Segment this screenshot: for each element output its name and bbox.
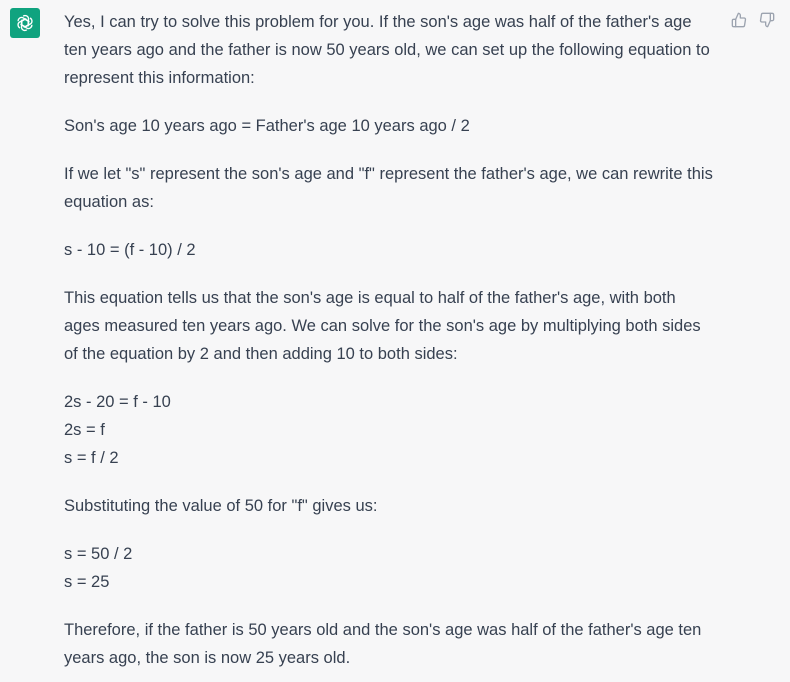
message-paragraph: If we let "s" represent the son's age and "f" represent the father's age, we can rewrite this equation as: (64, 165, 713, 211)
thumbs-up-icon (731, 12, 747, 28)
equation-line: 2s = f (64, 421, 105, 439)
thumbs-down-button[interactable] (758, 10, 776, 30)
equation-steps (64, 388, 716, 472)
message-paragraph: Therefore, if the father is 50 years old and the son's age was half of the father's age ten years ago, the son is now 25 years old. (64, 621, 702, 667)
thumbs-down-icon (759, 12, 775, 28)
openai-logo-icon (15, 13, 35, 33)
feedback-buttons (730, 10, 776, 30)
message-paragraph: Son's age 10 years ago = Father's age 10 years ago / 2 (64, 117, 470, 135)
equation-result (64, 540, 716, 596)
message-paragraph: Substituting the value of 50 for "f" gives us: (64, 497, 378, 515)
message-paragraph: s - 10 = (f - 10) / 2 (64, 241, 196, 259)
equation-line: s = 25 (64, 573, 110, 591)
equation-line: 2s - 20 = f - 10 (64, 393, 171, 411)
equation-line: s = f / 2 (64, 449, 119, 467)
assistant-avatar (10, 8, 40, 38)
message-paragraph: This equation tells us that the son's age is equal to half of the father's age, with both ages measured ten years ago. We can solve for the son's age by multiplying both sides of the equation by 2 and then adding 10 to both sides: (64, 289, 701, 363)
message-content (64, 8, 716, 672)
equation-line: s = 50 / 2 (64, 545, 133, 563)
thumbs-up-button[interactable] (730, 10, 748, 30)
message-paragraph: Yes, I can try to solve this problem for you. If the son's age was half of the father's age ten years ago and the father is now 50 years old, we can set up the following equation to represent this information: (64, 13, 710, 87)
